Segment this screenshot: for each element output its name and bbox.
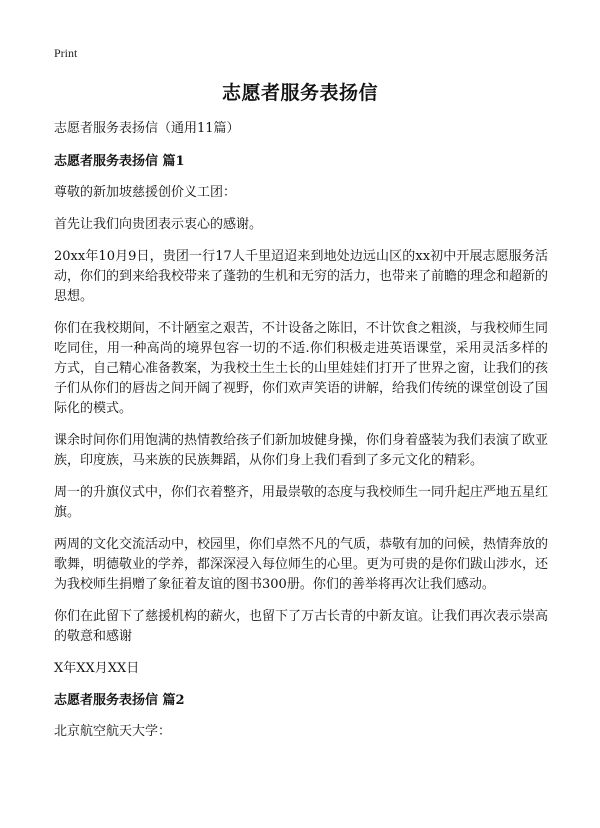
letter-date: X年XX月XX日 [54, 661, 140, 676]
document-title: 志愿者服务表扬信 [221, 82, 378, 104]
salutation-2: 北京航空航天大学： [54, 724, 172, 739]
salutation-1: 尊敬的新加坡慈援创价义工团： [54, 185, 237, 200]
paragraph: 你们在此留下了慈援机构的薪火，也留下了万古长青的中新友谊。让我们再次表示崇高的敬意和感谢 [54, 609, 549, 644]
document-body [54, 119, 548, 754]
section-heading-2: 志愿者服务表扬信 篇2 [54, 693, 185, 708]
paragraph: 周一的升旗仪式中，你们衣着整齐，用最崇敬的态度与我校师生一同升起庄严地五星红旗。 [54, 485, 549, 520]
section-heading-1: 志愿者服务表扬信 篇1 [54, 154, 185, 169]
document-subtitle: 志愿者服务表扬信（通用11篇） [54, 121, 240, 136]
paragraph: 两周的文化交流活动中，校园里，你们卓然不凡的气质，恭敬有加的问候，热情奔放的歌舞，明德敬业的学养，都深深浸入每位师生的心里。更为可贵的是你们跋山涉水，还为我校师生捐赠了象征着友谊的图书300册。你们的善举将再次让我们感动。 [54, 537, 549, 592]
paragraph: 你们在我校期间，不计陋室之艰苦，不计设备之陈旧，不计饮食之粗淡，与我校师生同吃同住，用一种高尚的境界包容一切的不适.你们积极走进英语课堂，采用灵活多样的方式，自己精心准备教案，为我校土生土长的山里娃娃们打开了世界之窗，让我们的孩子们从你们的唇齿之间开阔了视野，你们欢声笑语的讲解，给我们传统的课堂创设了国际化的模式。 [54, 321, 549, 416]
paragraph: 20xx年10月9日，贵团一行17人千里迢迢来到地处边远山区的xx初中开展志愿服务活动，你们的到来给我校带来了蓬勃的生机和无穷的活力，也带来了前瞻的理念和超新的思想。 [54, 249, 549, 304]
print-link[interactable]: Print [54, 46, 78, 60]
paragraph: 首先让我们向贵团表示衷心的感谢。 [54, 217, 263, 232]
paragraph: 课余时间你们用饱满的热情教给孩子们新加坡健身操，你们身着盛装为我们表演了欧亚族，印度族，马来族的民族舞蹈，从你们身上我们看到了多元文化的精彩。 [54, 433, 549, 468]
